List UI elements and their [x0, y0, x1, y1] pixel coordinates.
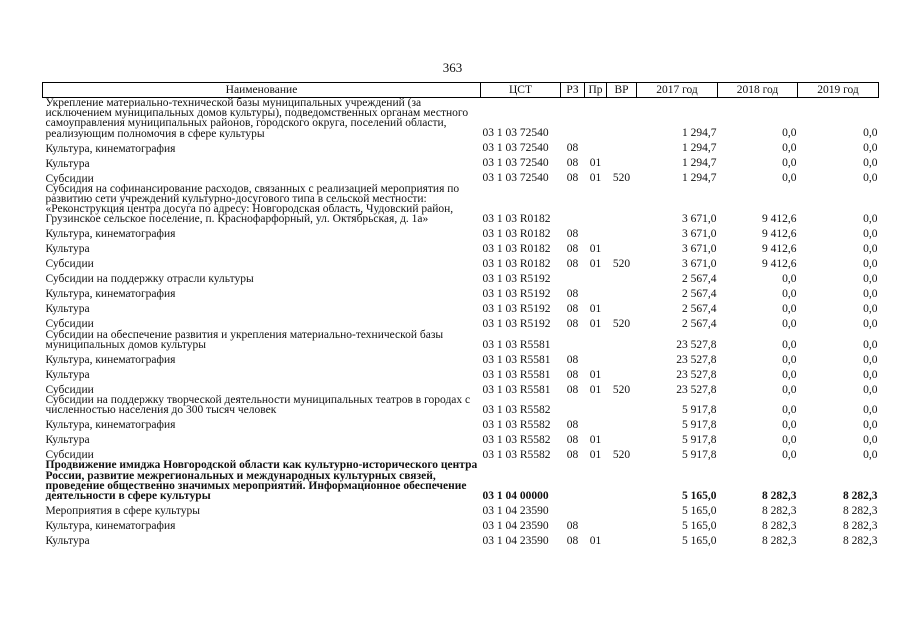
table-row — [43, 460, 879, 501]
cell-pr — [585, 270, 607, 285]
cell-cst: 03 1 03 R0182 — [482, 213, 551, 226]
cell-2018: 9 412,6 — [762, 243, 797, 256]
cell-2017: 5 165,0 — [682, 519, 717, 532]
table-row — [43, 395, 879, 415]
table-row — [43, 255, 879, 270]
cell-name: Культура — [45, 157, 90, 170]
cell-rz: 08 — [566, 534, 579, 547]
cell-cst: 03 1 03 72540 — [482, 172, 549, 185]
cell-2017: 23 527,8 — [676, 368, 717, 381]
cell-name: Культура, кинематография — [45, 419, 176, 432]
cell-2017: 3 671,0 — [682, 228, 717, 241]
cell-cst: 03 1 03 72540 — [482, 142, 549, 155]
table-row — [43, 270, 879, 285]
cell-rz: 08 — [566, 142, 579, 155]
cell-vr — [607, 415, 637, 430]
cell-2018: 9 412,6 — [762, 213, 797, 226]
cell-2019: 0,0 — [863, 318, 878, 331]
cell-vr — [607, 460, 637, 501]
cell-2019: 0,0 — [863, 172, 878, 185]
cell-rz: 08 — [566, 418, 579, 431]
cell-2019: 0,0 — [863, 243, 878, 256]
cell-name: Культура, кинематография — [45, 520, 176, 533]
cell-vr — [607, 501, 637, 516]
cell-vr — [607, 270, 637, 285]
table-body — [43, 98, 879, 547]
cell-2017: 2 567,4 — [682, 318, 717, 331]
table-row — [43, 531, 879, 546]
cell-2019: 8 282,3 — [843, 489, 878, 502]
cell-name: Культура — [45, 243, 90, 256]
cell-cst: 03 1 03 R0182 — [482, 258, 551, 271]
cell-2019: 0,0 — [863, 258, 878, 271]
table-row — [43, 225, 879, 240]
cell-vr — [607, 516, 637, 531]
cell-cst: 03 1 03 R5581 — [482, 368, 551, 381]
cell-cst: 03 1 04 23590 — [482, 504, 549, 517]
cell-2018: 8 282,3 — [762, 534, 797, 547]
cell-name: Субсидии на обеспечение развития и укрепления материально-технической базы муниципальных домов культуры — [45, 328, 444, 351]
cell-rz: 08 — [566, 433, 579, 446]
table-header-row — [43, 83, 879, 98]
cell-2018: 0,0 — [782, 368, 797, 381]
cell-2017: 1 294,7 — [682, 142, 717, 155]
cell-2019: 0,0 — [863, 448, 878, 461]
cell-cst: 03 1 03 R5192 — [482, 318, 551, 331]
cell-2017: 1 294,7 — [682, 157, 717, 170]
cell-cst: 03 1 03 R0182 — [482, 228, 551, 241]
cell-name: Культура, кинематография — [45, 353, 176, 366]
cell-name: Культура — [45, 434, 90, 447]
cell-2017: 23 527,8 — [676, 353, 717, 366]
cell-vr — [607, 430, 637, 445]
cell-vr — [607, 365, 637, 380]
header-vr: ВР — [607, 83, 637, 98]
table-row — [43, 380, 879, 395]
cell-name: Укрепление материально-технической базы муниципальных учреждений (за исключением муниципальных домов культуры), подведомственных органам местного самоуправления муниципальных районов, городского округа, поселений области, реализующим полномочия в сфере культуры — [45, 97, 469, 140]
cell-name: Субсидии — [45, 449, 94, 462]
cell-2018: 0,0 — [782, 273, 797, 286]
cell-2019: 8 282,3 — [843, 519, 878, 532]
table-row — [43, 240, 879, 255]
cell-cst: 03 1 03 72540 — [482, 127, 549, 140]
cell-2018: 0,0 — [782, 318, 797, 331]
cell-pr — [585, 460, 607, 501]
table-row — [43, 300, 879, 315]
cell-2019: 0,0 — [863, 273, 878, 286]
cell-2019: 0,0 — [863, 142, 878, 155]
cell-2017: 2 567,4 — [682, 303, 717, 316]
cell-rz: 08 — [566, 318, 579, 331]
cell-2019: 0,0 — [863, 433, 878, 446]
cell-rz — [561, 330, 585, 350]
cell-name: Культура, кинематография — [45, 288, 176, 301]
cell-rz — [561, 460, 585, 501]
table-row — [43, 516, 879, 531]
budget-table — [42, 82, 879, 546]
cell-vr — [607, 240, 637, 255]
cell-2019: 0,0 — [863, 288, 878, 301]
cell-pr: 01 — [589, 172, 602, 185]
cell-rz: 08 — [566, 157, 579, 170]
cell-2018: 0,0 — [782, 157, 797, 170]
cell-cst: 03 1 03 R5581 — [482, 338, 551, 351]
cell-vr: 520 — [612, 318, 631, 331]
cell-vr: 520 — [612, 448, 631, 461]
cell-cst: 03 1 03 R5581 — [482, 353, 551, 366]
cell-2018: 0,0 — [782, 403, 797, 416]
cell-rz: 08 — [566, 172, 579, 185]
cell-pr — [585, 501, 607, 516]
cell-name: Культура, кинематография — [45, 228, 176, 241]
header-2017: 2017 год — [637, 83, 718, 98]
cell-rz — [561, 270, 585, 285]
cell-2017: 1 294,7 — [682, 172, 717, 185]
cell-2018: 0,0 — [782, 353, 797, 366]
cell-rz: 08 — [566, 228, 579, 241]
cell-vr — [607, 154, 637, 169]
cell-pr: 01 — [589, 303, 602, 316]
table-row — [43, 445, 879, 460]
cell-name: Субсидия на софинансирование расходов, связанных с реализацией мероприятия по развитию сети учреждений культурно-досугового типа в сельской местности: «Реконструкция центра досуга по адресу: Новгородская область, Чудовский район, Грузинское сельское поселение, п. Краснофарфорный, ул. Октябрьская, д. 1а» — [45, 182, 460, 226]
cell-pr: 01 — [589, 448, 602, 461]
table-row — [43, 415, 879, 430]
cell-2019: 0,0 — [863, 368, 878, 381]
table-row — [43, 139, 879, 154]
table-row — [43, 501, 879, 516]
cell-2017: 2 567,4 — [682, 273, 717, 286]
cell-cst: 03 1 03 R5582 — [482, 433, 551, 446]
cell-rz — [561, 501, 585, 516]
cell-pr: 01 — [589, 258, 602, 271]
cell-vr — [607, 225, 637, 240]
cell-rz — [561, 395, 585, 415]
cell-pr — [585, 350, 607, 365]
cell-vr: 520 — [612, 258, 631, 271]
cell-pr — [585, 330, 607, 350]
cell-2017: 2 567,4 — [682, 288, 717, 301]
cell-vr — [607, 395, 637, 415]
cell-vr: 520 — [612, 383, 631, 396]
cell-2018: 0,0 — [782, 383, 797, 396]
cell-vr — [607, 531, 637, 546]
cell-2017: 5 917,8 — [682, 418, 717, 431]
cell-pr: 01 — [589, 433, 602, 446]
cell-cst: 03 1 04 00000 — [482, 489, 549, 502]
cell-cst: 03 1 03 R5582 — [482, 448, 551, 461]
page-number: 363 — [442, 60, 463, 75]
cell-pr: 01 — [589, 157, 602, 170]
cell-cst: 03 1 04 23590 — [482, 534, 549, 547]
cell-vr — [607, 330, 637, 350]
cell-2017: 3 671,0 — [682, 243, 717, 256]
cell-vr — [607, 184, 637, 225]
cell-name: Субсидии на поддержку отрасли культуры — [45, 273, 254, 286]
cell-2017: 5 917,8 — [682, 433, 717, 446]
cell-pr: 01 — [589, 383, 602, 396]
table-row — [43, 430, 879, 445]
cell-vr — [607, 98, 637, 139]
cell-2017: 5 165,0 — [682, 504, 717, 517]
cell-name: Культура — [45, 303, 90, 316]
cell-2019: 0,0 — [863, 338, 878, 351]
header-rz: РЗ — [561, 83, 585, 98]
cell-cst: 03 1 03 R0182 — [482, 243, 551, 256]
cell-pr — [585, 184, 607, 225]
cell-2019: 0,0 — [863, 383, 878, 396]
cell-vr — [607, 285, 637, 300]
table-row — [43, 330, 879, 350]
cell-pr — [585, 415, 607, 430]
cell-vr — [607, 300, 637, 315]
cell-2017: 1 294,7 — [682, 127, 717, 140]
table-row — [43, 169, 879, 184]
cell-2018: 0,0 — [782, 433, 797, 446]
table-row — [43, 98, 879, 139]
cell-cst: 03 1 03 72540 — [482, 157, 549, 170]
cell-2017: 3 671,0 — [682, 213, 717, 226]
cell-rz: 08 — [566, 258, 579, 271]
cell-pr: 01 — [589, 368, 602, 381]
cell-name: Субсидии — [45, 318, 94, 331]
table-row — [43, 154, 879, 169]
cell-2017: 23 527,8 — [676, 338, 717, 351]
cell-name: Культура, кинематография — [45, 142, 176, 155]
header-pr: Пр — [585, 83, 607, 98]
table-row — [43, 365, 879, 380]
cell-2018: 0,0 — [782, 303, 797, 316]
cell-2019: 8 282,3 — [843, 534, 878, 547]
cell-2019: 0,0 — [863, 303, 878, 316]
cell-2017: 5 917,8 — [682, 448, 717, 461]
header-cst: ЦСТ — [481, 83, 561, 98]
cell-pr: 01 — [589, 243, 602, 256]
header-name: Наименование — [43, 83, 481, 98]
cell-rz: 08 — [566, 519, 579, 532]
cell-rz: 08 — [566, 448, 579, 461]
cell-cst: 03 1 03 R5192 — [482, 288, 551, 301]
cell-rz: 08 — [566, 243, 579, 256]
cell-2018: 8 282,3 — [762, 519, 797, 532]
cell-name: Продвижение имиджа Новгородской области как культурно-исторического центра России, развитие межрегиональных и международных культурных связей, проведение общественно значимых мероприятий. Информационное обеспечение деятельности в сфере культуры — [45, 459, 478, 503]
cell-rz: 08 — [566, 383, 579, 396]
cell-name: Субсидии — [45, 258, 94, 271]
cell-2018: 0,0 — [782, 172, 797, 185]
cell-name: Культура — [45, 368, 90, 381]
cell-rz — [561, 98, 585, 139]
cell-cst: 03 1 03 R5581 — [482, 383, 551, 396]
cell-rz: 08 — [566, 368, 579, 381]
cell-2018: 9 412,6 — [762, 258, 797, 271]
cell-rz: 08 — [566, 303, 579, 316]
cell-pr — [585, 285, 607, 300]
cell-pr — [585, 395, 607, 415]
cell-2019: 0,0 — [863, 228, 878, 241]
cell-rz: 08 — [566, 353, 579, 366]
cell-cst: 03 1 03 R5192 — [482, 303, 551, 316]
cell-2019: 8 282,3 — [843, 504, 878, 517]
cell-2019: 0,0 — [863, 127, 878, 140]
cell-vr: 520 — [612, 172, 631, 185]
cell-name: Субсидии — [45, 383, 94, 396]
cell-2018: 0,0 — [782, 338, 797, 351]
cell-2017: 5 165,0 — [682, 534, 717, 547]
cell-pr — [585, 516, 607, 531]
header-2018: 2018 год — [718, 83, 798, 98]
table-row — [43, 350, 879, 365]
cell-name: Мероприятия в сфере культуры — [45, 505, 201, 518]
cell-2018: 0,0 — [782, 142, 797, 155]
cell-cst: 03 1 04 23590 — [482, 519, 549, 532]
cell-2017: 5 165,0 — [682, 489, 717, 502]
table-row — [43, 285, 879, 300]
cell-pr — [585, 225, 607, 240]
cell-2018: 8 282,3 — [762, 489, 797, 502]
cell-2019: 0,0 — [863, 157, 878, 170]
table-row — [43, 184, 879, 225]
cell-2018: 8 282,3 — [762, 504, 797, 517]
cell-2018: 0,0 — [782, 288, 797, 301]
cell-2018: 0,0 — [782, 418, 797, 431]
cell-2017: 3 671,0 — [682, 258, 717, 271]
cell-2018: 9 412,6 — [762, 228, 797, 241]
cell-2019: 0,0 — [863, 418, 878, 431]
cell-2017: 23 527,8 — [676, 383, 717, 396]
cell-cst: 03 1 03 R5582 — [482, 403, 551, 416]
cell-pr: 01 — [589, 534, 602, 547]
cell-pr — [585, 98, 607, 139]
cell-cst: 03 1 03 R5192 — [482, 273, 551, 286]
cell-rz — [561, 184, 585, 225]
cell-pr — [585, 139, 607, 154]
cell-pr: 01 — [589, 318, 602, 331]
cell-2019: 0,0 — [863, 403, 878, 416]
cell-2019: 0,0 — [863, 353, 878, 366]
cell-cst: 03 1 03 R5582 — [482, 418, 551, 431]
cell-2018: 0,0 — [782, 448, 797, 461]
cell-2017: 5 917,8 — [682, 403, 717, 416]
cell-vr — [607, 350, 637, 365]
cell-name: Субсидии на поддержку творческой деятельности муниципальных театров в городах с численностью населения до 300 тысяч человек — [45, 394, 471, 417]
cell-name: Культура — [45, 535, 90, 548]
cell-rz: 08 — [566, 288, 579, 301]
cell-vr — [607, 139, 637, 154]
table-row — [43, 315, 879, 330]
cell-2018: 0,0 — [782, 127, 797, 140]
header-2019: 2019 год — [798, 83, 879, 98]
cell-name: Субсидии — [45, 172, 94, 185]
cell-2019: 0,0 — [863, 213, 878, 226]
